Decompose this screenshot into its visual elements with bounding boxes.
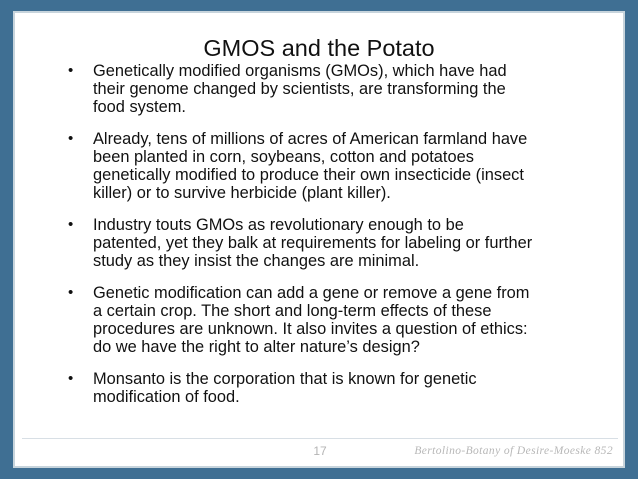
bullet-line: modification of food. (93, 388, 240, 406)
bullet-line: killer) or to survive herbicide (plant killer). (93, 184, 391, 202)
bullet-item-1 (57, 62, 597, 116)
bullet-line: genetically modified to produce their own insecticide (insect (93, 166, 524, 184)
bullet-item-4 (57, 284, 597, 356)
bullet-icon: • (68, 216, 74, 233)
bullet-item-5 (57, 370, 597, 406)
slide-title: GMOS and the Potato (203, 35, 435, 61)
bullet-list (57, 62, 597, 420)
bullet-line: Industry touts GMOs as revolutionary enough to be (93, 216, 464, 234)
bullet-line: Genetic modification can add a gene or remove a gene from (93, 284, 530, 302)
bullet-icon: • (68, 62, 74, 79)
page-number: 17 (313, 444, 327, 458)
bullet-line: procedures are unknown. It also invites a question of ethics: (93, 320, 528, 338)
slide (13, 11, 625, 468)
bullet-line: been planted in corn, soybeans, cotton and potatoes (93, 148, 474, 166)
bullet-line: do we have the right to alter nature’s design? (93, 338, 420, 356)
bullet-icon: • (68, 284, 74, 301)
bullet-line: food system. (93, 98, 186, 116)
bullet-line: Already, tens of millions of acres of American farmland have (93, 130, 528, 148)
bullet-line: a certain crop. The short and long-term effects of these (93, 302, 492, 320)
footer-divider (22, 438, 618, 439)
bullet-line: Monsanto is the corporation that is known for genetic (93, 370, 477, 388)
bullet-item-2 (57, 130, 597, 202)
bullet-line: study as they insist the changes are minimal. (93, 252, 420, 270)
bullet-item-3 (57, 216, 597, 270)
bullet-icon: • (68, 370, 74, 387)
bullet-line: patented, yet they balk at requirements for labeling or further (93, 234, 533, 252)
bullet-icon: • (68, 130, 74, 147)
footer-credit: Bertolino-Botany of Desire-Moeske 852 (414, 445, 613, 457)
bullet-line: Genetically modified organisms (GMOs), which have had (93, 62, 507, 80)
bullet-line: their genome changed by scientists, are transforming the (93, 80, 506, 98)
